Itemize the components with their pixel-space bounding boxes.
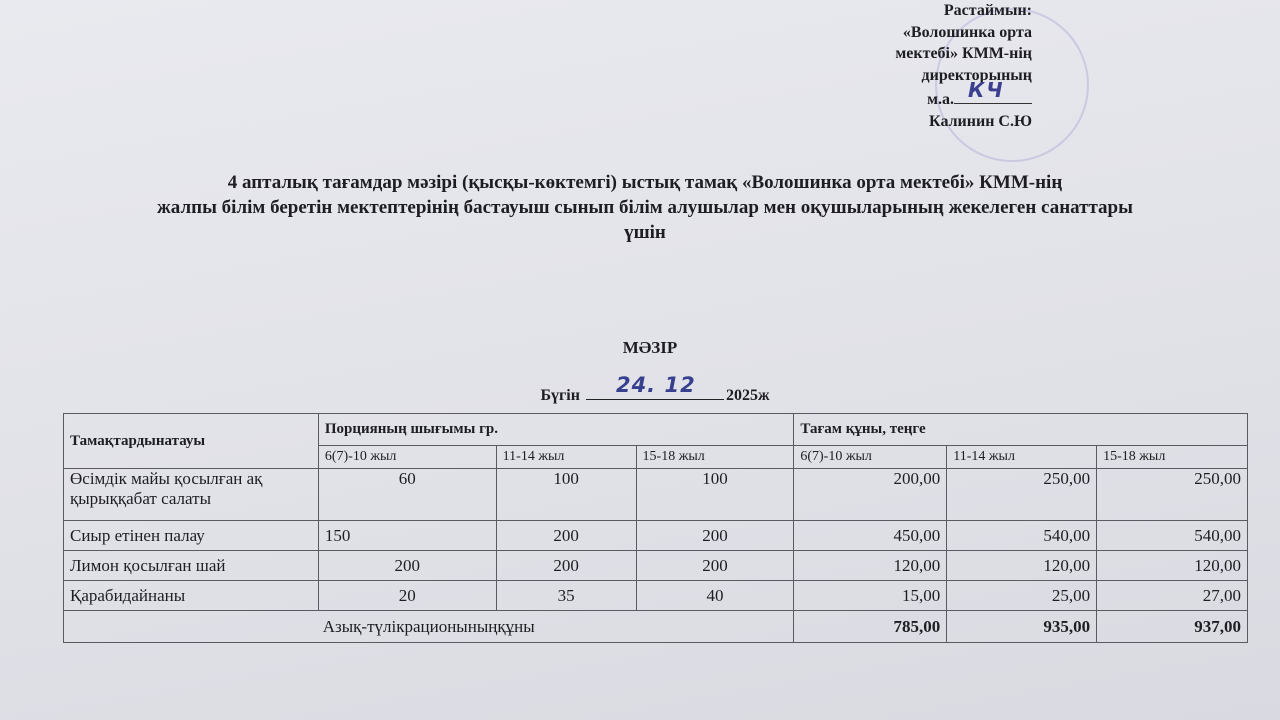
- handwritten-date: 24. 12: [615, 373, 696, 397]
- approval-ma-prefix: м.а.: [927, 91, 954, 108]
- dish-name: Сиыр етінен палау: [64, 521, 319, 551]
- header-age-group: 11-14 жыл: [947, 446, 1097, 469]
- title-line: 4 апталық тағамдар мәзірі (қысқы-көктемгі) ыстық тамақ «Волошинка орта мектебі» КММ-нің: [227, 172, 1063, 193]
- table-row: [64, 551, 1248, 581]
- cost-cell: 120,00: [947, 551, 1097, 581]
- cost-cell: 450,00: [794, 521, 947, 551]
- portion-cell: 200: [318, 551, 496, 581]
- portion-cell: 200: [496, 551, 636, 581]
- title-line: үшін: [624, 222, 666, 243]
- portion-cell: 200: [636, 551, 794, 581]
- cost-cell: 120,00: [794, 551, 947, 581]
- approval-block: [792, 0, 1032, 132]
- cost-cell: 120,00: [1097, 551, 1248, 581]
- approval-signature-line: [792, 78, 1032, 111]
- total-cost-cell: 937,00: [1097, 611, 1248, 643]
- dish-name: Лимон қосылған шай: [64, 551, 319, 581]
- total-cost-cell: 785,00: [794, 611, 947, 643]
- header-age-group: 11-14 жыл: [496, 446, 636, 469]
- director-name: Калинин С.Ю: [929, 112, 1032, 130]
- cost-cell: 540,00: [1097, 521, 1248, 551]
- handwritten-signature: КЧ: [968, 78, 1005, 102]
- document-title: [40, 170, 1250, 245]
- portion-cell: 35: [496, 581, 636, 611]
- header-age-group: 6(7)-10 жыл: [318, 446, 496, 469]
- cost-cell: 200,00: [794, 469, 947, 521]
- approval-line: мектебі» КММ-нің: [895, 45, 1032, 62]
- signature-blank: [954, 78, 1032, 104]
- approval-line: Растаймын:: [943, 2, 1032, 19]
- portion-cell: 60: [318, 469, 496, 521]
- portion-cell: 100: [636, 469, 794, 521]
- date-blank: [586, 373, 724, 400]
- title-line: жалпы білім беретін мектептерінің бастауыш сынып білім алушылар мен оқушыларының жекелеген санаттары: [157, 197, 1133, 218]
- table-row: [64, 469, 1248, 521]
- approval-line: директорының: [921, 66, 1032, 84]
- cost-cell: 250,00: [947, 469, 1097, 521]
- table-row: [64, 521, 1248, 551]
- total-row: [64, 611, 1248, 643]
- portion-cell: 40: [636, 581, 794, 611]
- header-dish-name: Тамақтардынатауы: [64, 414, 319, 469]
- approval-line: «Волошинка орта: [902, 23, 1032, 41]
- cost-cell: 540,00: [947, 521, 1097, 551]
- dish-name: Өсімдік майы қосылған ақ қырыққабат салаты: [64, 469, 319, 521]
- cost-cell: 15,00: [794, 581, 947, 611]
- date-line: [0, 373, 1280, 405]
- total-label: Азық-түлікрационыныңқұны: [64, 611, 794, 643]
- header-cost-group: Тағам құны, теңге: [794, 414, 1248, 446]
- cost-cell: 27,00: [1097, 581, 1248, 611]
- date-suffix: 2025ж: [725, 387, 770, 404]
- header-age-group: 6(7)-10 жыл: [794, 446, 947, 469]
- total-cost-cell: 935,00: [947, 611, 1097, 643]
- portion-cell: 200: [636, 521, 794, 551]
- table-row: [64, 581, 1248, 611]
- portion-cell: 200: [496, 521, 636, 551]
- menu-heading: МӘЗІР: [622, 338, 678, 357]
- header-age-group: 15-18 жыл: [1097, 446, 1248, 469]
- portion-cell: 20: [318, 581, 496, 611]
- header-portion-group: Порцияның шығымы гр.: [318, 414, 794, 446]
- menu-table: [63, 413, 1248, 643]
- date-prefix: Бүгін: [540, 387, 580, 404]
- portion-cell: 150: [318, 521, 496, 551]
- dish-name: Қарабидайнаны: [64, 581, 319, 611]
- cost-cell: 250,00: [1097, 469, 1248, 521]
- portion-cell: 100: [496, 469, 636, 521]
- header-age-group: 15-18 жыл: [636, 446, 794, 469]
- cost-cell: 25,00: [947, 581, 1097, 611]
